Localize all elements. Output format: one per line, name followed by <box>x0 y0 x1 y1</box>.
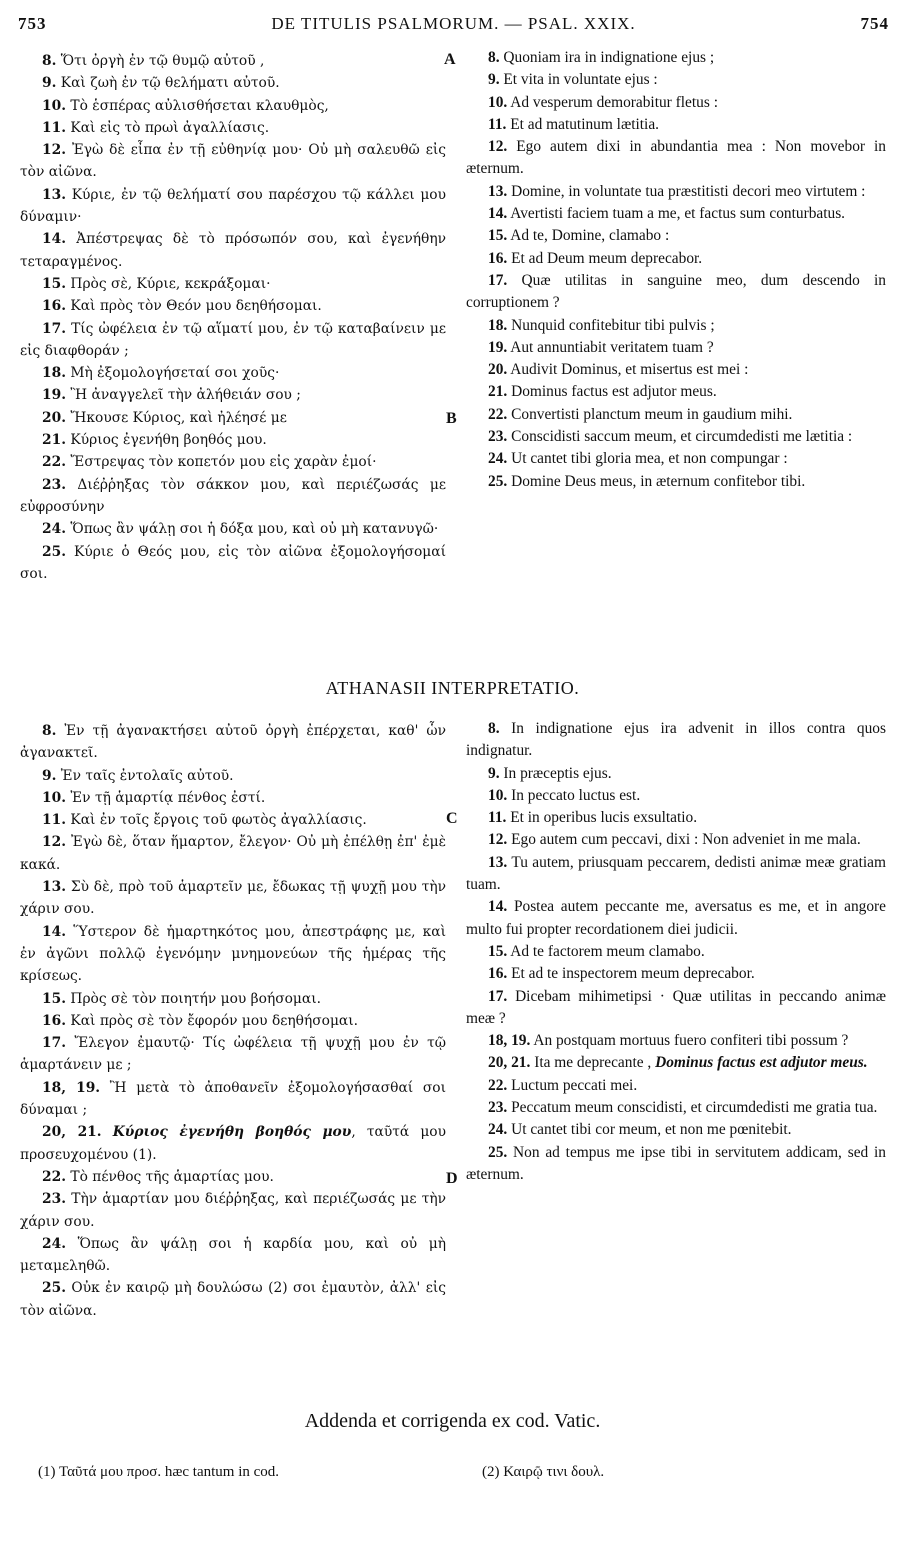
verse-number: 12. <box>42 142 67 159</box>
verse-text: Καὶ εἰς τὸ πρωὶ ἀγαλλίασις. <box>70 119 270 136</box>
greek-interpretation-column <box>20 720 446 1322</box>
verse-number: 8. <box>42 723 57 739</box>
verse-text: Luctum peccati mei. <box>511 1076 638 1094</box>
latin-verse <box>466 986 886 1031</box>
verse-text: Ego autem cum peccavi, dixi : Non adveniet in me mala. <box>511 831 861 849</box>
greek-verse <box>20 1010 446 1032</box>
verse-text: Ὅπως ἂν ψάλῃ σοι ἡ δόξα μου, καὶ οὐ μὴ κατανυγῶ· <box>70 521 439 538</box>
latin-verse <box>466 69 886 91</box>
verse-text: An postquam mortuus fuero confiteri tibi possum ? <box>533 1032 849 1050</box>
greek-verse <box>20 318 446 363</box>
verse-text: Peccatum meum conscidisti, et circumdedisti me gratia tua. <box>511 1099 878 1117</box>
verse-number: 8. <box>488 720 500 737</box>
verse-text: Οὐκ ἐν καιρῷ μὴ δουλώσω (2) σοι ἐμαυτὸν, ἀλλ' εἰς τὸν αἰῶνα. <box>20 1280 446 1319</box>
latin-verse <box>466 1075 886 1097</box>
latin-verse <box>466 941 886 963</box>
greek-verse <box>20 451 446 473</box>
verse-number: 15. <box>488 227 508 245</box>
verse-number: 24. <box>488 1121 508 1139</box>
verse-text: Ὅπως ἂν ψάλῃ σοι ἡ καρδία μου, καὶ οὐ μὴ μεταμεληθῶ. <box>20 1235 446 1275</box>
page-number-right: 754 <box>860 14 889 33</box>
latin-verse <box>466 852 886 897</box>
verse-number: 20, 21. <box>488 1054 531 1072</box>
greek-verse <box>20 474 446 519</box>
verse-text: Ad te factorem meum clamabo. <box>510 942 705 960</box>
greek-verse <box>20 429 446 451</box>
verse-number: 9. <box>488 764 500 782</box>
addenda-title: Addenda et corrigenda ex cod. Vatic. <box>304 1410 601 1432</box>
latin-verse <box>466 359 886 381</box>
verse-text: Κύριος ἐγενήθη βοηθός μου. <box>70 432 267 449</box>
greek-verse <box>20 295 446 317</box>
verse-text: Πρὸς σὲ τὸν ποιητήν μου βοήσομαι. <box>70 990 322 1007</box>
verse-number: 22. <box>488 1076 508 1094</box>
greek-verse <box>20 765 446 787</box>
latin-verse <box>466 136 886 181</box>
latin-verse <box>466 404 886 426</box>
verse-text: Καὶ πρὸς σὲ τὸν ἔφορόν μου δεηθήσομαι. <box>70 1012 359 1029</box>
verse-number: 16. <box>42 298 67 315</box>
greek-verse <box>20 362 446 384</box>
verse-number: 14. <box>488 898 508 916</box>
greek-verse <box>20 518 446 540</box>
verse-number: 25. <box>488 472 508 490</box>
verse-text: Τὸ πένθος τῆς ἁμαρτίας μου. <box>70 1168 274 1185</box>
footnote-2: (2) Καιρῷ τινι δουλ. <box>482 1464 605 1480</box>
verse-number: 25. <box>488 1143 508 1161</box>
latin-verse <box>466 426 886 448</box>
verse-text: Τὸ ἑσπέρας αὐλισθήσεται κλαυθμὸς, <box>70 97 329 114</box>
verse-number: 25. <box>42 543 67 560</box>
verse-text: Διέῤῥηξας τὸν σάκκον μου, καὶ περιέζωσάς με εὐφροσύνην <box>20 476 446 515</box>
latin-verse <box>466 1142 886 1187</box>
greek-verse <box>20 1121 446 1166</box>
verse-number: 23. <box>488 1099 508 1117</box>
verse-text: Ὕστερον δὲ ἡμαρτηκότος μου, ἀπεστράφης με, καὶ ἐν ἀγῶνι πολλῷ ἐγενόμην μνημονεύων τῆς ἡμέρας τῆς κρίσεως. <box>20 923 446 985</box>
verse-number: 12. <box>488 831 508 849</box>
verse-number: 17. <box>42 1035 67 1052</box>
latin-verse <box>466 963 886 985</box>
verse-number: 23. <box>42 1191 67 1208</box>
latin-verse <box>466 92 886 114</box>
verse-number: 9. <box>42 767 57 784</box>
verse-text: Πρὸς σὲ, Κύριε, κεκράξομαι· <box>70 275 271 292</box>
verse-text: Ego autem dixi in abundantia mea : Non movebor in æternum. <box>466 138 886 178</box>
verse-number: 21. <box>42 432 67 449</box>
latin-verse <box>466 337 886 359</box>
verse-number: 11. <box>42 119 67 136</box>
latin-verse <box>466 1052 886 1074</box>
latin-verse <box>466 763 886 785</box>
verse-number: 19. <box>488 338 508 356</box>
margin-letter-b: B <box>446 410 457 427</box>
verse-text: Καὶ πρὸς τὸν Θεόν μου δεηθήσομαι. <box>70 298 322 315</box>
margin-letter-d: D <box>446 1170 458 1187</box>
quoted-phrase: Dominus factus est adjutor meus. <box>655 1054 868 1072</box>
latin-verse <box>466 248 886 270</box>
greek-verse <box>20 809 446 831</box>
verse-text: Μὴ ἐξομολογήσεταί σοι χοῦς· <box>70 365 280 382</box>
verse-text: Avertisti faciem tuam a me, et factus sum conturbatus. <box>510 205 846 223</box>
greek-verse <box>20 184 446 229</box>
margin-letter-c: C <box>446 810 458 827</box>
latin-verse <box>466 47 886 69</box>
latin-verse <box>466 1030 886 1052</box>
verse-number: 24. <box>488 450 508 468</box>
verse-number: 23. <box>42 476 67 493</box>
verse-number: 13. <box>488 182 508 200</box>
verse-number: 15. <box>488 942 508 960</box>
verse-text: Κύριε ὁ Θεός μου, εἰς τὸν αἰῶνα ἐξομολογήσομαί σοι. <box>20 543 447 582</box>
latin-text-column <box>466 47 886 493</box>
latin-verse <box>466 381 886 403</box>
latin-verse <box>466 315 886 337</box>
verse-number: 9. <box>42 75 57 92</box>
verse-text: Quoniam ira in indignatione ejus ; <box>503 49 715 66</box>
verse-text: Et in operibus lucis exsultatio. <box>510 809 698 827</box>
greek-verse <box>20 407 446 429</box>
verse-number: 9. <box>488 71 500 89</box>
verse-text: Κύριε, ἐν τῷ θελήματί σου παρέσχου τῷ κάλλει μου δύναμιν· <box>20 186 446 226</box>
verse-number: 25. <box>42 1280 67 1297</box>
latin-verse <box>466 225 886 247</box>
verse-text: Ad te, Domine, clamabo : <box>510 227 670 245</box>
verse-text: Ita me deprecante , Dominus factus est adjutor meus. <box>534 1054 868 1072</box>
verse-text: Et vita in voluntate ejus : <box>503 71 658 89</box>
footnote-1: (1) Ταῦτά μου προσ. hæc tantum in cod. <box>38 1464 280 1480</box>
verse-number: 11. <box>488 809 507 827</box>
verse-text: Ἢ μετὰ τὸ ἀποθανεῖν ἐξομολογήσασθαί σοι δύναμαι ; <box>20 1079 447 1119</box>
greek-verse <box>20 384 446 406</box>
verse-text: Non ad tempus me ipse tibi in servitutem addicam, sed in æternum. <box>466 1143 886 1183</box>
verse-text: Ἐγὼ δὲ εἶπα ἐν τῇ εὐθηνίᾳ μου· Οὐ μὴ σαλευθῶ εἰς τὸν αἰῶνα. <box>20 142 446 181</box>
latin-verse <box>466 203 886 225</box>
quoted-phrase: Κύριος ἐγενήθη βοηθός μου <box>112 1124 352 1141</box>
verse-text: Dominus factus est adjutor meus. <box>511 383 717 401</box>
verse-text: Postea autem peccante me, aversatus es me, et in angore multo fui propter recordationem diei judicii. <box>466 898 886 938</box>
verse-text: Et ad matutinum lætitia. <box>510 115 660 133</box>
verse-text: In præceptis ejus. <box>503 764 612 782</box>
greek-verse <box>20 50 446 72</box>
verse-number: 17. <box>42 320 67 337</box>
greek-verse <box>20 1233 446 1278</box>
greek-verse <box>20 1077 446 1122</box>
verse-text: Domine, in voluntate tua præstitisti decori meo virtutem : <box>511 182 866 200</box>
verse-number: 10. <box>42 789 67 806</box>
verse-number: 16. <box>488 965 508 983</box>
greek-verse <box>20 95 446 117</box>
verse-text: Quæ utilitas in sanguine meo, dum descendo in corruptionem ? <box>466 271 886 312</box>
greek-verse <box>20 139 446 184</box>
verse-text: In peccato luctus est. <box>511 786 641 804</box>
greek-verse <box>20 787 446 809</box>
verse-number: 10. <box>488 786 508 804</box>
latin-verse <box>466 114 886 136</box>
verse-text: Τὴν ἁμαρτίαν μου διέῤῥηξας, καὶ περιέζωσάς με τὴν χάριν σου. <box>20 1191 446 1230</box>
verse-number: 11. <box>488 115 507 133</box>
verse-number: 15. <box>42 275 67 292</box>
verse-text: Ut cantet tibi gloria mea, et non compungar : <box>511 450 788 468</box>
greek-verse <box>20 541 446 586</box>
verse-text: Nunquid confitebitur tibi pulvis ; <box>511 316 715 334</box>
verse-number: 16. <box>42 1012 67 1029</box>
verse-number: 22. <box>42 1168 67 1185</box>
latin-verse <box>466 1097 886 1119</box>
latin-verse <box>466 471 886 493</box>
verse-text: Dicebam mihimetipsi · Quæ utilitas in peccando animæ meæ ? <box>466 987 886 1027</box>
verse-text: Ut cantet tibi cor meum, et non me pœnitebit. <box>511 1121 792 1139</box>
greek-verse <box>20 720 446 765</box>
greek-verse <box>20 72 446 94</box>
verse-text: Ad vesperum demorabitur fletus : <box>510 93 718 111</box>
latin-verse <box>466 718 886 763</box>
verse-number: 14. <box>42 923 67 940</box>
verse-number: 20. <box>488 361 508 379</box>
latin-verse <box>466 896 886 941</box>
verse-number: 10. <box>42 97 67 114</box>
verse-number: 12. <box>488 138 508 156</box>
verse-text: In indignatione ejus ira advenit in illos contra quos indignatur. <box>466 720 886 760</box>
verse-text: Ὅτι ὀργὴ ἐν τῷ θυμῷ αὐτοῦ , <box>60 53 265 69</box>
verse-number: 18, 19. <box>42 1079 101 1096</box>
verse-number: 24. <box>42 1235 67 1252</box>
verse-number: 24. <box>42 521 67 538</box>
greek-verse <box>20 921 446 988</box>
verse-text: Audivit Dominus, et misertus est mei : <box>510 361 749 379</box>
verse-text: Conscidisti saccum meum, et circumdedisti me lætitia : <box>511 428 853 446</box>
running-title: DE TITULIS PSALMORUM. — PSAL. XXIX. <box>271 14 636 33</box>
verse-text: Et ad Deum meum deprecabor. <box>511 249 703 267</box>
greek-verse <box>20 1277 446 1322</box>
latin-verse <box>466 448 886 470</box>
verse-number: 8. <box>42 53 57 69</box>
verse-text: Κύριος ἐγενήθη βοηθός μου, ταῦτά μου προσευχομένου (1). <box>20 1124 446 1163</box>
verse-text: Ἐν τῇ ἀγανακτήσει αὐτοῦ ὀργὴ ἐπέρχεται, καθ' ὧν ἀγανακτεῖ. <box>20 723 446 762</box>
verse-text: Σὺ δὲ, πρὸ τοῦ ἁμαρτεῖν με, ἔδωκας τῇ ψυχῇ μου τὴν χάριν σου. <box>20 879 446 918</box>
verse-text: Ἀπέστρεψας δὲ τὸ πρόσωπόν σου, καὶ ἐγενήθην τεταραγμένος. <box>20 231 446 270</box>
greek-verse <box>20 273 446 295</box>
verse-number: 12. <box>42 834 67 851</box>
verse-number: 14. <box>488 205 508 223</box>
greek-verse <box>20 831 446 876</box>
latin-verse <box>466 270 886 315</box>
verse-number: 22. <box>42 454 67 471</box>
verse-text: Καὶ ἐν τοῖς ἔργοις τοῦ φωτὸς ἀγαλλίασις. <box>70 812 367 829</box>
verse-text: Καὶ ζωὴ ἐν τῷ θελήματι αὐτοῦ. <box>60 75 280 92</box>
greek-verse <box>20 876 446 921</box>
verse-number: 13. <box>488 853 508 871</box>
verse-text: Et ad te inspectorem meum deprecabor. <box>511 965 755 983</box>
verse-number: 20, 21. <box>42 1124 102 1141</box>
verse-number: 21. <box>488 383 508 401</box>
verse-number: 13. <box>42 186 67 203</box>
greek-verse <box>20 117 446 139</box>
verse-number: 18. <box>42 365 67 382</box>
verse-number: 8. <box>488 49 500 66</box>
verse-number: 18. <box>488 316 508 334</box>
greek-verse <box>20 228 446 273</box>
verse-number: 22. <box>488 405 508 423</box>
verse-number: 17. <box>488 271 508 289</box>
verse-number: 10. <box>488 93 508 111</box>
verse-number: 23. <box>488 428 508 446</box>
verse-text: Τίς ὠφέλεια ἐν τῷ αἵματί μου, ἐν τῷ καταβαίνειν με εἰς διαφθοράν ; <box>20 320 446 359</box>
greek-text-column <box>20 50 446 585</box>
verse-text: Ἔστρεψας τὸν κοπετόν μου εἰς χαρὰν ἐμοί· <box>70 454 377 471</box>
latin-verse <box>466 1119 886 1141</box>
latin-interpretation-column <box>466 718 886 1186</box>
verse-number: 18, 19. <box>488 1032 531 1050</box>
greek-verse <box>20 1188 446 1233</box>
greek-verse <box>20 1032 446 1077</box>
latin-verse <box>466 785 886 807</box>
verse-text: Convertisti planctum meum in gaudium mihi. <box>511 405 793 423</box>
verse-text: Ἐγὼ δὲ, ὅταν ἥμαρτον, ἔλεγον· Οὐ μὴ ἐπέλθῃ ἐπ' ἐμὲ κακά. <box>20 834 447 873</box>
margin-letter-a: A <box>444 51 456 68</box>
verse-number: 14. <box>42 231 67 248</box>
verse-text: Ἔλεγον ἐμαυτῷ· Τίς ὠφέλεια τῇ ψυχῇ μου ἐν τῷ ἁμαρτάνειν με ; <box>20 1035 446 1074</box>
verse-text: Ἐν ταῖς ἐντολαῖς αὐτοῦ. <box>60 767 234 784</box>
running-header <box>18 14 889 40</box>
verse-number: 11. <box>42 812 67 829</box>
latin-verse <box>466 181 886 203</box>
verse-text: Ἐν τῇ ἁμαρτίᾳ πένθος ἐστί. <box>70 789 266 806</box>
verse-number: 16. <box>488 249 508 267</box>
verse-number: 17. <box>488 987 508 1005</box>
verse-number: 13. <box>42 879 67 896</box>
page-number-left: 753 <box>18 14 47 33</box>
latin-verse <box>466 807 886 829</box>
verse-text: Tu autem, priusquam peccarem, dedisti animæ meæ gratiam tuam. <box>466 853 886 894</box>
verse-text: Ἢ ἀναγγελεῖ τὴν ἀλήθειάν σου ; <box>70 387 301 404</box>
latin-verse <box>466 829 886 851</box>
greek-verse <box>20 1166 446 1188</box>
verse-number: 15. <box>42 990 67 1007</box>
verse-text: Aut annuntiabit veritatem tuam ? <box>510 338 714 356</box>
verse-number: 19. <box>42 387 67 404</box>
section-title: ATHANASII INTERPRETATIO. <box>325 678 580 698</box>
verse-number: 20. <box>42 409 67 426</box>
verse-text: Ἤκουσε Κύριος, καὶ ἠλέησέ με <box>70 409 287 426</box>
verse-text: Domine Deus meus, in æternum confitebor tibi. <box>511 472 806 490</box>
greek-verse <box>20 988 446 1010</box>
